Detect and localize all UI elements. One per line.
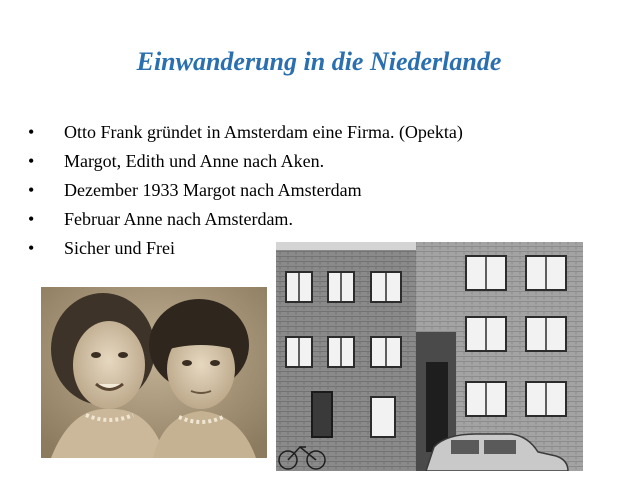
portrait-photo (41, 287, 267, 458)
building-photo (276, 242, 583, 471)
slide-title: Einwanderung in die Niederlande (136, 47, 502, 76)
bullet-item: • Margot, Edith und Anne nach Aken. (28, 147, 463, 176)
bullet-item: • Dezember 1933 Margot nach Amsterdam (28, 176, 463, 205)
bullet-item: • Sicher und Frei (28, 234, 463, 263)
bullet-item: • Februar Anne nach Amsterdam. (28, 205, 463, 234)
bullet-item: • Otto Frank gründet in Amsterdam eine Firma. (Opekta) (28, 118, 463, 147)
